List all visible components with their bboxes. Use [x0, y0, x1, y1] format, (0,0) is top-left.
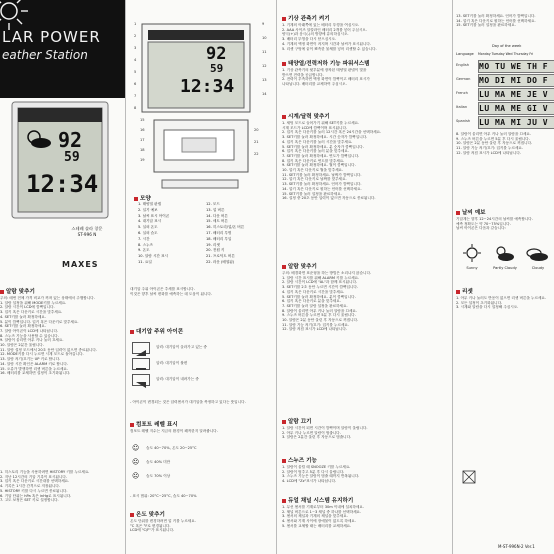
s6-body: 1. 알람이 울릴 때 SNOOZE 키를 누르세요. 2. 알람이 멈추고 5분 후 다시 울립니다. 3. 스누즈 기능은 알람이 멈출 때까지 반복됩니다. 4. LCD에 "Zz"표시가 나타납니다.: [282, 465, 360, 484]
left-history-body: 1. 히스토리 기능을 사용하려면 HISTORY 키를 누르세요. 2. 지난 12시간의 기압 기록이 표시됩니다. 3. 업키 혹은 다운키로 시간대를 선택하세요. 4. 기록은 1시간 간격으로 저장됩니다. 5. HISTORY 키를 다시 누르면 종료됩니다. 6. 기압 단위는 hPa 혹은 inHg로 표시됩니다. 7. 고도 보정은 SET 키로 설정합니다.: [0, 470, 90, 503]
section-marker-icon: [282, 115, 286, 119]
part-item: 22. 라운 (배열됨): [206, 259, 235, 264]
language-row-german: German MO DI MI DO F: [456, 73, 554, 86]
part-item: 15. 세트 버튼: [206, 219, 228, 224]
comfort-level-3: 습도 70% 이상: [146, 474, 171, 478]
device-temp: 59: [64, 150, 80, 165]
s5-title: 알람 끄기: [282, 417, 312, 425]
forecast-title: 날씨 예보: [456, 208, 486, 216]
part-item: 17. 배터리 투명: [206, 230, 232, 235]
col4-intro: 13. SET키를 눌러 확정하세요. 언어가 깜빡입니다. 14. 업키 혹은 다운키로 원하는 언어를 선택하세요. 15. SET키를 눌러 설정을 완료하세요.: [456, 14, 536, 28]
part-item: 9. 온도: [138, 248, 150, 253]
section-marker-icon: [130, 330, 134, 334]
stand-diagram: [160, 178, 240, 190]
recycle-bin-icon: [462, 470, 476, 484]
brand-subtitle: eather Station: [2, 48, 88, 62]
sunny-label: Sunny: [466, 266, 478, 270]
pressure-icons: [132, 342, 272, 396]
comfort-level-1: 습도 40~70%, 온도 20~25°C: [146, 446, 197, 450]
front-time: 12:34: [180, 76, 235, 97]
part-item: 6. 실외 습도: [138, 230, 158, 235]
section-marker-icon: [0, 290, 4, 294]
cloudy-label: Cloudy: [531, 266, 545, 270]
brand-header: [0, 0, 125, 98]
device-illustration: [8, 98, 112, 222]
s4-body: 주의: 배경화면 표준형을 하는 방법은 소리나지 않습니다. 1. 알람 시간 표시를 위해 ALARM 키를 누르세요. 2. 알람 시간이 LCD에 "AL"과 함께 표시됩니다. 3. SET키를 2초 동안 누르면 시간이 깜빡입니다. 4. 업키 혹은 다운키로 시간을 맞추세요. 5. SET키를 눌러 확정하세요. 분이 깜빡입니다. 6. 업키 혹은 다운키로 분을 맞추세요. 7. SET키를 눌러 알람 설정을 완료하세요. 8. 알람이 울리면 아무 키나 눌러 알람을 끄세요. 9. 스누즈 버튼을 누르면 5분 후 다시 울립니다. 10. 알람은 2분 동안 울린 후 자동으로 꺼집니다. 11. 알람 기능 켜기/끄기: 업키를 누르세요. 12. 알람 켜짐 표시가 LCD에 나타납니다.: [282, 271, 372, 332]
pressure-steady-icon: [132, 358, 150, 370]
product-model: ST-996 N: [77, 232, 97, 237]
section-marker-icon: [282, 420, 286, 424]
neutral-face-icon: ☹: [132, 458, 140, 466]
pressure-footnote: - 아이콘이 변경되는 것은 압력센서가 대기압을 측정하고 있다는 뜻입니다.: [130, 400, 246, 404]
pressure-falling-icon: [132, 374, 150, 386]
part-item: 3. 날씨 표시 아이콘: [138, 213, 170, 218]
callouts-left: 1 2 3 4 5 6 7 8: [134, 22, 137, 110]
callouts-back-left: 15 16 17 18 19: [140, 118, 145, 162]
smile-face-icon: ☺: [132, 444, 140, 452]
section-marker-icon: [130, 423, 134, 427]
s7-body: 1. 무선 센서를 기계로부터 30m 이내에 설치하세요. 2. 채널 버튼으로 1~3 채널 중 하나를 선택하세요. 3. 센서의 채널과 기계의 채널을 맞추세요. 4. 센서와 기계 사이에 장애물이 없도록 하세요. 5. 센서를 교체할 때는 배터리를 교체하세요.: [282, 505, 364, 528]
left-section-body: 주의: 매번 전체 가격 비교가 꺼져 있는 상태에서 주행합니다. 1. 알람 설정을 위해 MODE키를 누르세요. 2. 알람 시간이 LCD에 깜빡입니다. 3. 업키 혹은 다운키로 시간을 맞추세요. 4. SET키를 눌러 확정하세요. 5. 분이 깜빡입니다. 업키 혹은 다운키로 맞추세요. 6. SET키를 눌러 확정하세요. 7. 알람 아이콘이 LCD에 나타납니다. 8. 스누즈 기능을 사용할 수 있습니다. 9. 알람이 울리면 아무 키나 눌러 끄세요. 10. 알람은 2분간 울립니다. 11. 알람 설정 모드에서 20초 동안 입력이 없으면 종료됩니다. 12. MODE키를 다시 누르면 시계 모드로 돌아갑니다. 13. 알람 켜기/끄기는 UP 키로 합니다. 14. 알람 시간 확인은 ALARM 키로 합니다. 15. 오류가 발생하면 리셋 버튼을 누르세요. 16. 배터리를 교체하면 설정이 초기화됩니다.: [0, 296, 97, 376]
device-body-icon: [8, 98, 112, 222]
product-name: 스테레 솔라 창문: [71, 226, 103, 231]
part-item: 16. 히스토리/업/온 버튼: [206, 225, 245, 230]
comfort-level-2: 습도 40% 미만: [146, 460, 171, 464]
cloudy-icon: [524, 244, 550, 262]
language-row-spanish: Spanish LU MA MI JU V: [456, 115, 554, 128]
part-item: 13. 업 버튼: [206, 207, 225, 212]
fold-divider: [276, 0, 277, 554]
comfort-intro: 컴포트 레벨 지수는 지금의 환경이 쾌적한지 알려줍니다.: [130, 429, 218, 433]
section-marker-icon: [134, 197, 138, 201]
part-item: 14. 다운 버튼: [206, 213, 228, 218]
temp-unit-title: 온도 맞추기: [130, 510, 165, 518]
comfort-levels: [132, 444, 272, 490]
pressure-icon-title: 대기압 주위 아이콘: [130, 327, 183, 335]
sad-face-icon: ☹: [132, 472, 140, 480]
section-marker-icon: [282, 499, 286, 503]
part-item: 8. 스누즈: [138, 242, 154, 247]
section-marker-icon: [456, 290, 460, 294]
part-item: 1. 태양열 판넬: [138, 202, 162, 206]
section-marker-icon: [282, 265, 286, 269]
comfort-title: 컴포트 레벨 표시: [130, 420, 178, 428]
part-item: 10. 알람 시간 표시: [138, 254, 168, 259]
pressure-rising-label: 압력: 대기압이 올라가고 있는 중: [156, 345, 207, 349]
part-item: 21. 프로덕트 버튼: [206, 254, 235, 259]
s4-title: 알람 맞추기: [282, 262, 317, 270]
s1-body: 1. 기계의 아래쪽에 있는 배터리 뚜껑을 여십시오. 2. AAA 사이즈 알칼라인 배터리 2개를 넣어 주십시오. 양극(+)과 음극(-)의 방향에 유의하십시오. 3. 배터리 뚜껑을 다시 닫으십시오. 4. 기계의 액정 화면이 켜지며 시간과 날씨가 표시됩니다. 5. 리셋 구멍에 끝이 뾰족한 물체를 넣어 리셋할 수 있습니다.: [282, 23, 377, 51]
reset-title: 리셋: [456, 287, 473, 295]
partly-cloudy-label: Partly Cloudy: [493, 266, 517, 270]
part-item: 11. 요일: [138, 259, 152, 264]
cloud-sun-icon: [24, 128, 52, 150]
parts-list: [138, 202, 274, 272]
front-diagram: [140, 22, 252, 114]
part-item: 18. 배터리 투입: [206, 236, 232, 241]
pressure-steady-label: 압력: 대기압이 불변: [156, 361, 188, 365]
section-marker-icon: [130, 513, 134, 517]
device-humidity: 92: [58, 128, 83, 152]
language-header-row: [456, 51, 554, 59]
part-item: 5. 실외 온도: [138, 225, 158, 230]
section-marker-icon: [456, 211, 460, 215]
maxes-logo: MAXES: [62, 260, 99, 269]
device-time: 12:34: [26, 170, 99, 198]
s6-title: 스누즈 기능: [282, 456, 317, 464]
back-diagram: [152, 118, 250, 174]
fold-divider: [452, 0, 453, 554]
s2-body: 1. 기상 관측기의 윗부분에 장착된 태양열 판넬이 빛을 받으면 전력을 공급합니다. 2. 전력이 부족하면 액정 화면이 깜빡이고 배터리 표시가 나타납니다. 배터리를 교체하여 주십시오.: [282, 68, 370, 87]
section-marker-icon: [282, 62, 286, 66]
partly-cloudy-icon: [492, 244, 516, 262]
brand-title: LAR POWER: [2, 28, 101, 46]
callouts-back-right: 20 21 22: [254, 128, 259, 156]
part-item: 19. 리셋: [206, 242, 220, 247]
pressure-rising-icon: [132, 342, 150, 354]
pressure-falling-label: 압력: 대기압이 내려가는 중: [156, 377, 199, 381]
col2-intro: 대기압 주위 아이콘은 추세를 표시합니다. 이것은 향후 날씨 변화를 예측하는 데 도움이 됩니다.: [130, 287, 213, 296]
section-marker-icon: [282, 459, 286, 463]
forecast-body: 기압계는 향후 12~24시간의 날씨를 예측합니다. 예측 정확도는 약 70~75%입니다. 날씨 아이콘은 다음과 같습니다:: [456, 217, 533, 231]
day-names: Monday Tuesday Wed Thursday Fri: [478, 52, 534, 56]
col4-setting-body: 8. 알람이 울리면 아무 키나 눌러 알람을 끄세요. 9. 스누즈 버튼을 누르면 5분 후 다시 울립니다. 10. 알람은 2분 동안 울린 후 자동으로 꺼집니다. 11. 알람 기능 켜기/끄기: 업키를 누르세요. 12. 알람 켜짐 표시가 LCD에 나타납니다.: [456, 132, 533, 155]
language-row-italian: Italian LU MA ME GI V: [456, 101, 554, 114]
section-marker-icon: [282, 17, 286, 21]
part-item: 20. 전원 키: [206, 248, 225, 253]
front-humidity: 92: [206, 44, 227, 64]
part-item: 7. 시간: [138, 236, 150, 241]
language-row-english: English MO TU WE TH F: [456, 59, 554, 72]
part-item: 4. 대기압 표시: [138, 219, 162, 224]
comfort-footnote: - 표시 범위: 20°C~25°C, 습도 40~70%: [130, 494, 197, 498]
front-temp: 59: [210, 62, 224, 75]
part-item: 12. 모드: [206, 202, 220, 206]
fold-divider: [125, 0, 126, 554]
language-row-french: French LU MA ME JE V: [456, 87, 554, 100]
s2-title: 태양열/전력저하 기능 파워서스템: [282, 59, 370, 67]
s7-title: 듀얼 채널 시스템 유지하기: [282, 496, 353, 504]
callouts-right: 9 10 11 12 13 14: [262, 22, 267, 96]
sunny-icon: [460, 244, 484, 262]
model-code: M-ST-996N-2 Ver.1: [498, 544, 535, 549]
language-label: Language: [456, 52, 474, 56]
reset-body: 1. 아무 키나 눌러도 반응이 없으면 리셋 버튼을 누르세요. 2. 모든 설정이 초기화됩니다. 3. 시계와 알람을 다시 설정해 주십시오.: [456, 296, 547, 310]
part-item: 2. 일기 예보: [138, 207, 158, 212]
day-header: Day of the week: [492, 44, 522, 48]
s1-title: 기상 관측기 켜기: [282, 14, 330, 22]
parts-title: 모양: [134, 194, 151, 202]
left-section-title: 알람 맞추기: [0, 287, 35, 295]
s3-title: 시계/달력 맞추기: [282, 112, 330, 120]
s3-body: 1. 세팅 모드로 들어가기 위해 SET키를 누르세요. 시계 모드가 LCD에 깜빡이며 표시됩니다. 2. 업키 혹은 다운키를 눌러 12시간 혹은 24시간을 선택하세요. 3. SET키를 눌러 확정하세요. 시간 숫자가 깜빡입니다. 4. 업키 혹은 다운키를 눌러 시간을 맞추세요. 5. SET키를 눌러 확정하세요. 분 숫자가 깜빡입니다. 6. 업키 혹은 다운키를 눌러 분을 맞추세요. 7. SET키를 눌러 확정하세요. 연도가 깜빡입니다. 8. 업키 혹은 다운키로 연도를 맞추세요. 9. SET키를 눌러 확정하세요. 월이 깜빡입니다. 10. 업키 혹은 다운키로 월을 맞추세요. 11. SET키를 눌러 확정하세요. 날짜가 깜빡입니다. 12. 업키 혹은 다운키로 날짜를 맞추세요. 13. SET키를 눌러 확정하세요. 언어가 깜빡입니다. 14. 업키 혹은 다운키로 원하는 언어를 선택하세요. 15. SET키를 눌러 설정을 완료하세요. 16. 설정 중 20초 동안 입력이 없으면 자동으로 종료됩니다.: [282, 121, 382, 201]
s5-body: 1. 알람 시간이 되면 시간이 깜빡이며 알람이 울립니다. 2. 아무 키나 누르면 알람이 멈춥니다. 3. 알람은 2분간 울린 후 자동으로 멈춥니다.: [282, 426, 368, 440]
temp-unit-body: 온도 단위를 변경하려면 업 키를 누르세요. °C 혹은 °F로 변경됩니다. LCD에 "C/F"가 표시됩니다.: [130, 519, 196, 533]
